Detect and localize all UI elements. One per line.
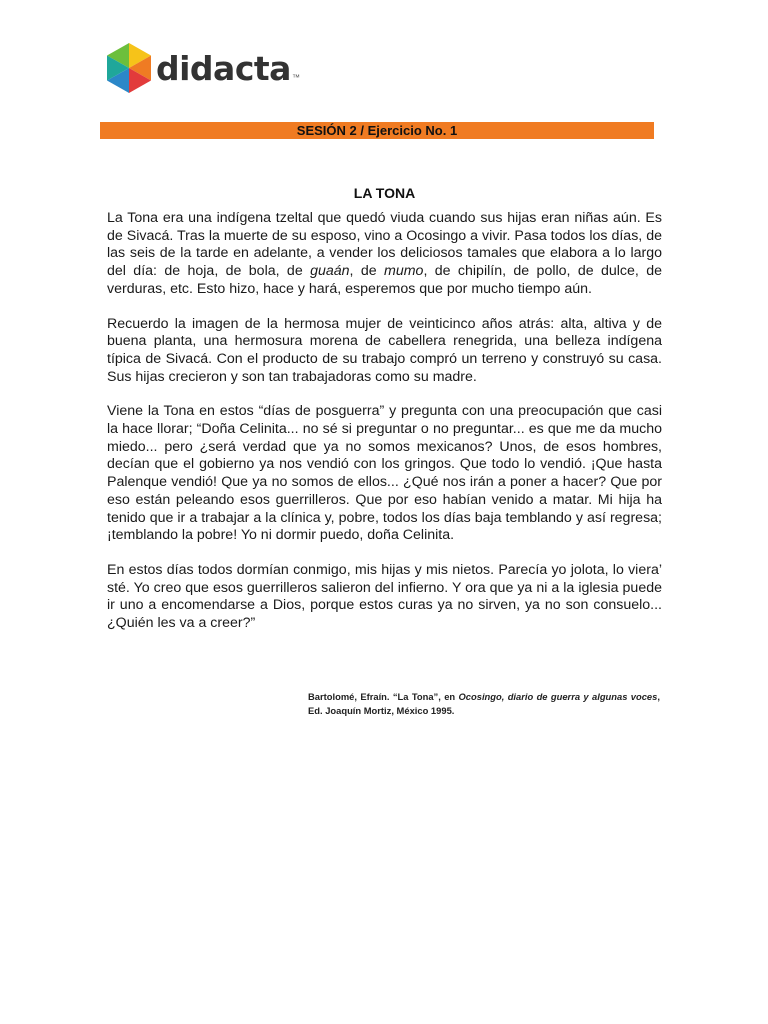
text-run: En estos días todos dormían conmigo, mis hijas y mis nietos. Parecía yo jolota, lo viera’ sté. Yo creo que esos guerrilleros salieron del infierno. Y ora que ya ni a la iglesia puede ir uno a encomendarse a Dios, porque estos curas ya no sirven, ya no son consuelo... ¿Quién les va a creer?” [107,561,662,632]
citation [308,690,660,718]
text-run: La Tona era una indígena tzeltal que quedó viuda cuando sus hijas eran niñas aún. Es de Sivacá. Tras la muerte de su esposo, vino a Ocosingo a vivir. Pasa todos los días, de las seis de la tarde en adelante, a vender los deliciosos tamales que elabora a lo largo del día: de hoja, de bola, de [107,210,662,280]
paragraph [107,403,662,545]
logo-trademark: ™ [291,73,300,82]
document-body [107,210,662,650]
paragraph [107,210,662,299]
logo-wordmark: didacta [156,48,291,88]
italic-text-run: guaán [310,263,350,280]
text-run: , Ed. Joaquín Mortiz, México 1995. [308,691,660,716]
text-run: Bartolomé, Efraín. “La Tona”, en [308,691,459,702]
italic-text-run: mumo [384,263,424,280]
didacta-logo-icon [106,42,152,94]
didacta-logo [106,42,300,94]
document-title: LA TONA [353,185,416,201]
paragraph [107,316,662,387]
text-run: , de [349,263,385,280]
paragraph [107,562,662,633]
session-banner: SESIÓN 2 / Ejercicio No. 1 [100,122,654,139]
italic-text-run: Ocosingo, diario de guerra y algunas voces [458,691,658,702]
text-run: Recuerdo la imagen de la hermosa mujer de veinticinco años atrás: alta, altiva y de buena planta, una hermosura morena de cabellera renegrida, una belleza indígena típica de Sivacá. Con el producto de su trabajo compró un terreno y construyó su casa. Sus hijas crecieron y son tan trabajadoras como su madre. [107,315,662,385]
text-run: , de chipilín, de pollo, de dulce, de verduras, etc. Esto hizo, hace y hará, esperemos que por mucho tiempo aún. [107,263,663,297]
text-run: Viene la Tona en estos “días de posguerra” y pregunta con una preocupación que casi la hace llorar; “Doña Celinita... no sé si preguntar o no preguntar... es que me da mucho miedo... pero ¿será verdad que ya no somos mexicanos? Unos, de esos hombres, decían que el gobierno ya nos vendió con los gringos. Que todo lo vendió. ¡Que hasta Palenque vendió! Que ya no somos de ellos... ¿Qué nos irán a poner a hacer? Que por eso están peleando esos guerrilleros. Que por eso habían venido a matar. Mi hija ha tenido que ir a trabajar a la clínica y, pobre, todos los días baja temblando y así regresa; ¡temblando la pobre! Yo ni dormir puedo, doña Celinita. [107,403,662,544]
